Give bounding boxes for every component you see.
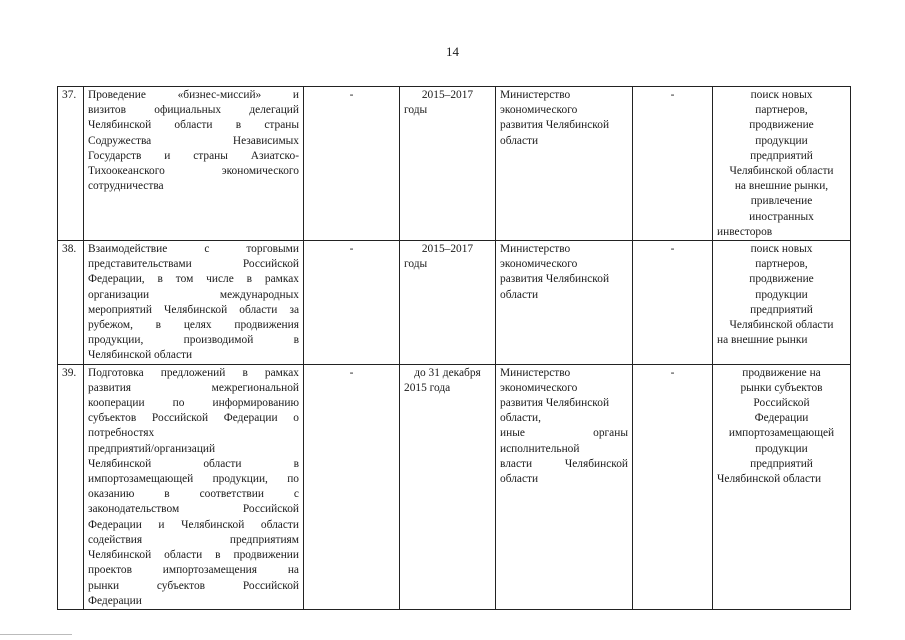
table-row xyxy=(58,87,851,241)
table-row xyxy=(58,241,851,365)
column-five-cell: - xyxy=(633,364,713,609)
result-text-line: партнеров, xyxy=(755,104,808,117)
responsible-text-line: области xyxy=(500,288,539,301)
result-text-line: рынки субъектов xyxy=(740,381,823,394)
period-cell xyxy=(400,241,496,365)
result-text-line: на внешние рынки xyxy=(717,334,808,347)
responsible-text-line: Министерство xyxy=(500,366,571,379)
period-cell xyxy=(400,364,496,609)
responsible-text-line: области, xyxy=(500,412,541,425)
event-description xyxy=(84,364,304,609)
result-text-line: инвесторов xyxy=(717,225,773,238)
event-text-line: Федерации, в том числе в рамках xyxy=(88,273,299,286)
result-text-line: предприятий xyxy=(750,303,813,316)
event-text-line: Челябинской области в страны xyxy=(88,119,299,132)
result-text-line: продвижение xyxy=(749,119,814,132)
period-text-line: до 31 декабря xyxy=(414,366,481,379)
responsible-text-line: экономического xyxy=(500,381,578,394)
column-five-cell: - xyxy=(633,87,713,241)
row-number: 39. xyxy=(58,364,84,609)
responsible-text-line: области xyxy=(500,134,539,147)
event-text-line: Взаимодействие с торговыми xyxy=(88,243,299,256)
responsible-text-line: области xyxy=(500,473,539,486)
event-text-line: сотрудничества xyxy=(88,180,164,193)
event-text-line: представительствами Российской xyxy=(88,258,299,271)
result-text-line: продукции xyxy=(755,134,808,147)
responsible-text-line: экономического xyxy=(500,104,578,117)
expected-result-cell xyxy=(713,364,851,609)
event-text-line: Челябинской области в xyxy=(88,457,299,470)
event-text-line: предприятий/организаций xyxy=(88,442,216,455)
result-text-line: партнеров, xyxy=(755,258,808,271)
event-text-line: Государств и страны Азиатско- xyxy=(88,149,299,162)
funding-cell: - xyxy=(304,241,400,365)
event-description xyxy=(84,241,304,365)
table-row xyxy=(58,364,851,609)
expected-result-cell xyxy=(713,241,851,365)
event-text-line: законодательством Российской xyxy=(88,503,299,516)
result-text-line: на внешние рынки, xyxy=(734,180,829,193)
period-text-line: годы xyxy=(404,104,428,117)
scan-edge-line xyxy=(0,634,72,635)
event-text-line: развития межрегиональной xyxy=(88,381,299,394)
result-text-line: продвижение на xyxy=(742,366,821,379)
responsible-text-line: исполнительной xyxy=(500,442,580,455)
responsible-cell xyxy=(496,364,633,609)
column-five-cell: - xyxy=(633,241,713,365)
measures-table xyxy=(57,86,851,610)
period-text-line: 2015 года xyxy=(404,381,451,394)
event-text-line: кооперации по информированию xyxy=(88,397,299,410)
event-text-line: Проведение «бизнес-миссий» и xyxy=(88,89,299,101)
event-text-line: субъектов Российской Федерации о xyxy=(88,412,299,425)
responsible-text-line: развития Челябинской xyxy=(500,397,610,410)
event-text-line: Челябинской области xyxy=(88,349,193,362)
result-text-line: продвижение xyxy=(749,273,814,286)
responsible-cell xyxy=(496,241,633,365)
event-text-line: Федерации и Челябинской области xyxy=(88,518,299,531)
result-text-line: Челябинской области xyxy=(729,319,834,332)
row-number: 37. xyxy=(58,87,84,241)
responsible-text-line: иные органы xyxy=(500,427,628,440)
event-text-line: организации международных xyxy=(88,288,299,301)
responsible-text-line: экономического xyxy=(500,258,578,271)
event-text-line: содействия предприятиям xyxy=(88,533,299,546)
result-text-line: предприятий xyxy=(750,149,813,162)
event-text-line: Челябинской области в продвижении xyxy=(88,549,299,562)
responsible-text-line: развития Челябинской xyxy=(500,273,610,286)
result-text-line: иностранных xyxy=(749,210,814,223)
responsible-text-line: развития Челябинской xyxy=(500,119,610,132)
result-text-line: Российской xyxy=(753,397,810,410)
responsible-text-line: Министерство xyxy=(500,89,571,101)
result-text-line: предприятий xyxy=(750,457,813,470)
result-text-line: поиск новых xyxy=(750,243,813,256)
responsible-text-line: власти Челябинской xyxy=(500,457,628,470)
event-text-line: Содружества Независимых xyxy=(88,134,299,147)
funding-cell: - xyxy=(304,87,400,241)
event-text-line: потребностях xyxy=(88,427,155,440)
event-text-line: продукции, производимой в xyxy=(88,334,299,347)
result-text-line: продукции xyxy=(755,442,808,455)
event-text-line: Подготовка предложений в рамках xyxy=(88,366,299,379)
event-text-line: импортозамещающей продукции, по xyxy=(88,473,299,486)
event-text-line: Федерации xyxy=(88,594,142,607)
event-text-line: рубежом, в целях продвижения xyxy=(88,319,299,332)
result-text-line: продукции xyxy=(755,288,808,301)
period-text-line: годы xyxy=(404,258,428,271)
event-text-line: Тихоокеанского экономического xyxy=(88,165,299,178)
result-text-line: поиск новых xyxy=(750,89,813,101)
responsible-text-line: Министерство xyxy=(500,243,571,256)
funding-cell: - xyxy=(304,364,400,609)
event-text-line: мероприятий Челябинской области за xyxy=(88,303,299,316)
result-text-line: Челябинской области xyxy=(717,473,822,486)
event-text-line: оказанию в соответствии с xyxy=(88,488,299,501)
period-text-line: 2015–2017 xyxy=(421,243,474,256)
result-text-line: привлечение xyxy=(750,195,813,208)
row-number: 38. xyxy=(58,241,84,365)
page-number: 14 xyxy=(446,44,459,59)
event-text-line: рынки субъектов Российской xyxy=(88,579,299,592)
result-text-line: Челябинской области xyxy=(729,165,834,178)
period-cell xyxy=(400,87,496,241)
period-text-line: 2015–2017 xyxy=(421,89,474,101)
event-text-line: визитов официальных делегаций xyxy=(88,104,299,117)
responsible-cell xyxy=(496,87,633,241)
result-text-line: импортозамещающей xyxy=(728,427,835,440)
expected-result-cell xyxy=(713,87,851,241)
event-description xyxy=(84,87,304,241)
result-text-line: Федерации xyxy=(754,412,809,425)
event-text-line: проектов импортозамещения на xyxy=(88,564,299,577)
